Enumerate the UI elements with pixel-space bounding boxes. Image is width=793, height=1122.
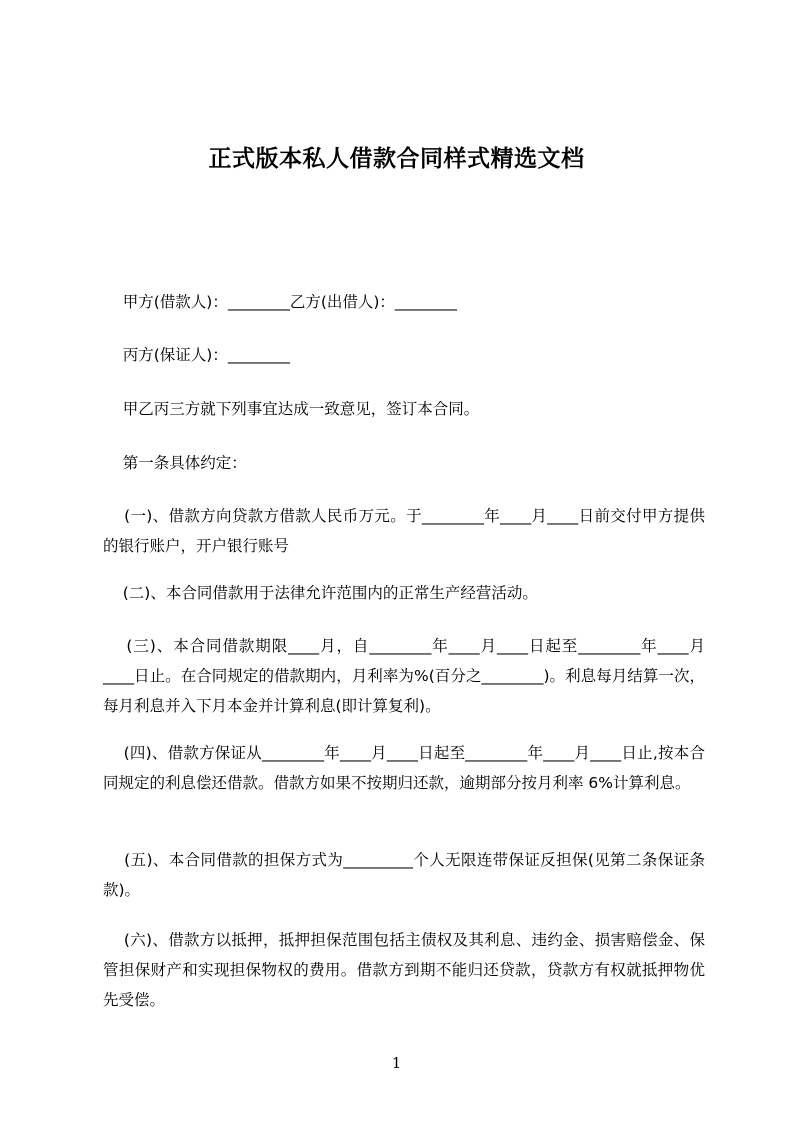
party-c-line: 丙方(保证人)：________ (103, 346, 290, 364)
article-one-heading: 第一条具体约定： (103, 454, 247, 472)
party-a-b-line: 甲方(借款人)：________乙方(出借人)：________ (103, 293, 457, 311)
document-title: 正式版本私人借款合同样式精选文档 (208, 146, 585, 172)
agreement-intro: 甲乙丙三方就下列事宜达成一致意见，签订本合同。 (103, 400, 480, 418)
clause-3: (三)、本合同借款期限____月，自________年____月____日起至________年____月____日止。在合同规定的借款期内，月利率为%(百分之________)。利息每月结算一次，每月利息并入下月本金并计算利息(即计算复利)。 (103, 637, 705, 715)
page-number: 1 (391, 1054, 402, 1072)
clause-2: (二)、本合同借款用于法律允许范围内的正常生产经营活动。 (103, 584, 538, 602)
clause-6: (六)、借款方以抵押，抵押担保范围包括主债权及其利息、违约金、损害赔偿金、保管担保财产和实现担保物权的费用。借款方到期不能归还贷款，贷款方有权就抵押物优先受偿。 (103, 931, 705, 1009)
clause-1: (一)、借款方向贷款方借款人民币万元。于________年____月____日前交付甲方提供的银行账户，开户银行账号 (103, 507, 705, 555)
clause-4: (四)、借款方保证从________年____月____日起至________年____月____日止,按本合同规定的利息偿还借款。借款方如果不按期归还款，逾期部分按月利率 6%计算利息。 (103, 744, 705, 792)
clause-5: (五)、本合同借款的担保方式为_________个人无限连带保证反担保(见第二条保证条款)。 (103, 851, 705, 899)
